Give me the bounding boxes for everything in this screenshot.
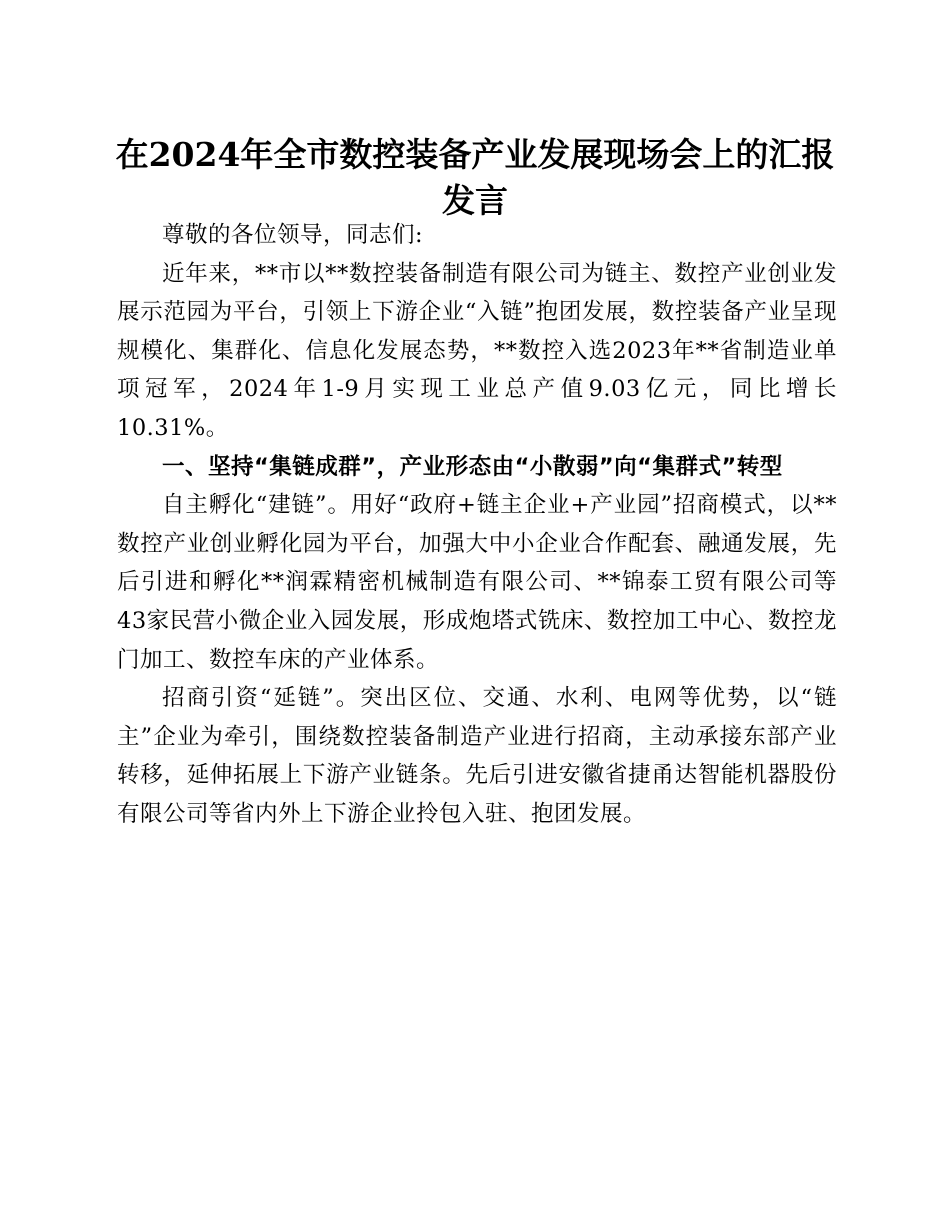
section-paragraph: 自主孵化“建链”。用好“政府+链主企业+产业园”招商模式，以**数控产业创业孵化园为平台，加强大中小企业合作配套、融通发展，先后引进和孵化**润霖精密机械制造有限公司、**锦泰工贸有限公司等43家民营小微企业入园发展，形成炮塔式铣床、数控加工中心、数控龙门加工、数控车床的产业体系。 — [117, 492, 837, 673]
salutation: 尊敬的各位领导，同志们: — [162, 222, 424, 248]
document-body — [117, 216, 837, 834]
section-heading: 一、坚持“集链成群”，产业形态由“小散弱”向“集群式”转型 — [162, 453, 783, 480]
intro-paragraph: 近年来，**市以**数控装备制造有限公司为链主、数控产业创业发展示范园为平台，引领上下游企业“入链”抱团发展，数控装备产业呈现规模化、集群化、信息化发展态势，**数控入选2023年**省制造业单项冠军，2024年1-9月实现工业总产值9.03亿元，同比增长10.31%。 — [117, 260, 837, 441]
document-title: 在2024年全市数控装备产业发展现场会上的汇报发言 — [115, 135, 835, 220]
section-paragraph: 招商引资“延链”。突出区位、交通、水利、电网等优势，以“链主”企业为牵引，围绕数控装备制造产业进行招商，主动承接东部产业转移，延伸拓展上下游产业链条。先后引进安徽省捷甬达智能机器股份有限公司等省内外上下游企业拎包入驻、抱团发展。 — [117, 685, 837, 827]
